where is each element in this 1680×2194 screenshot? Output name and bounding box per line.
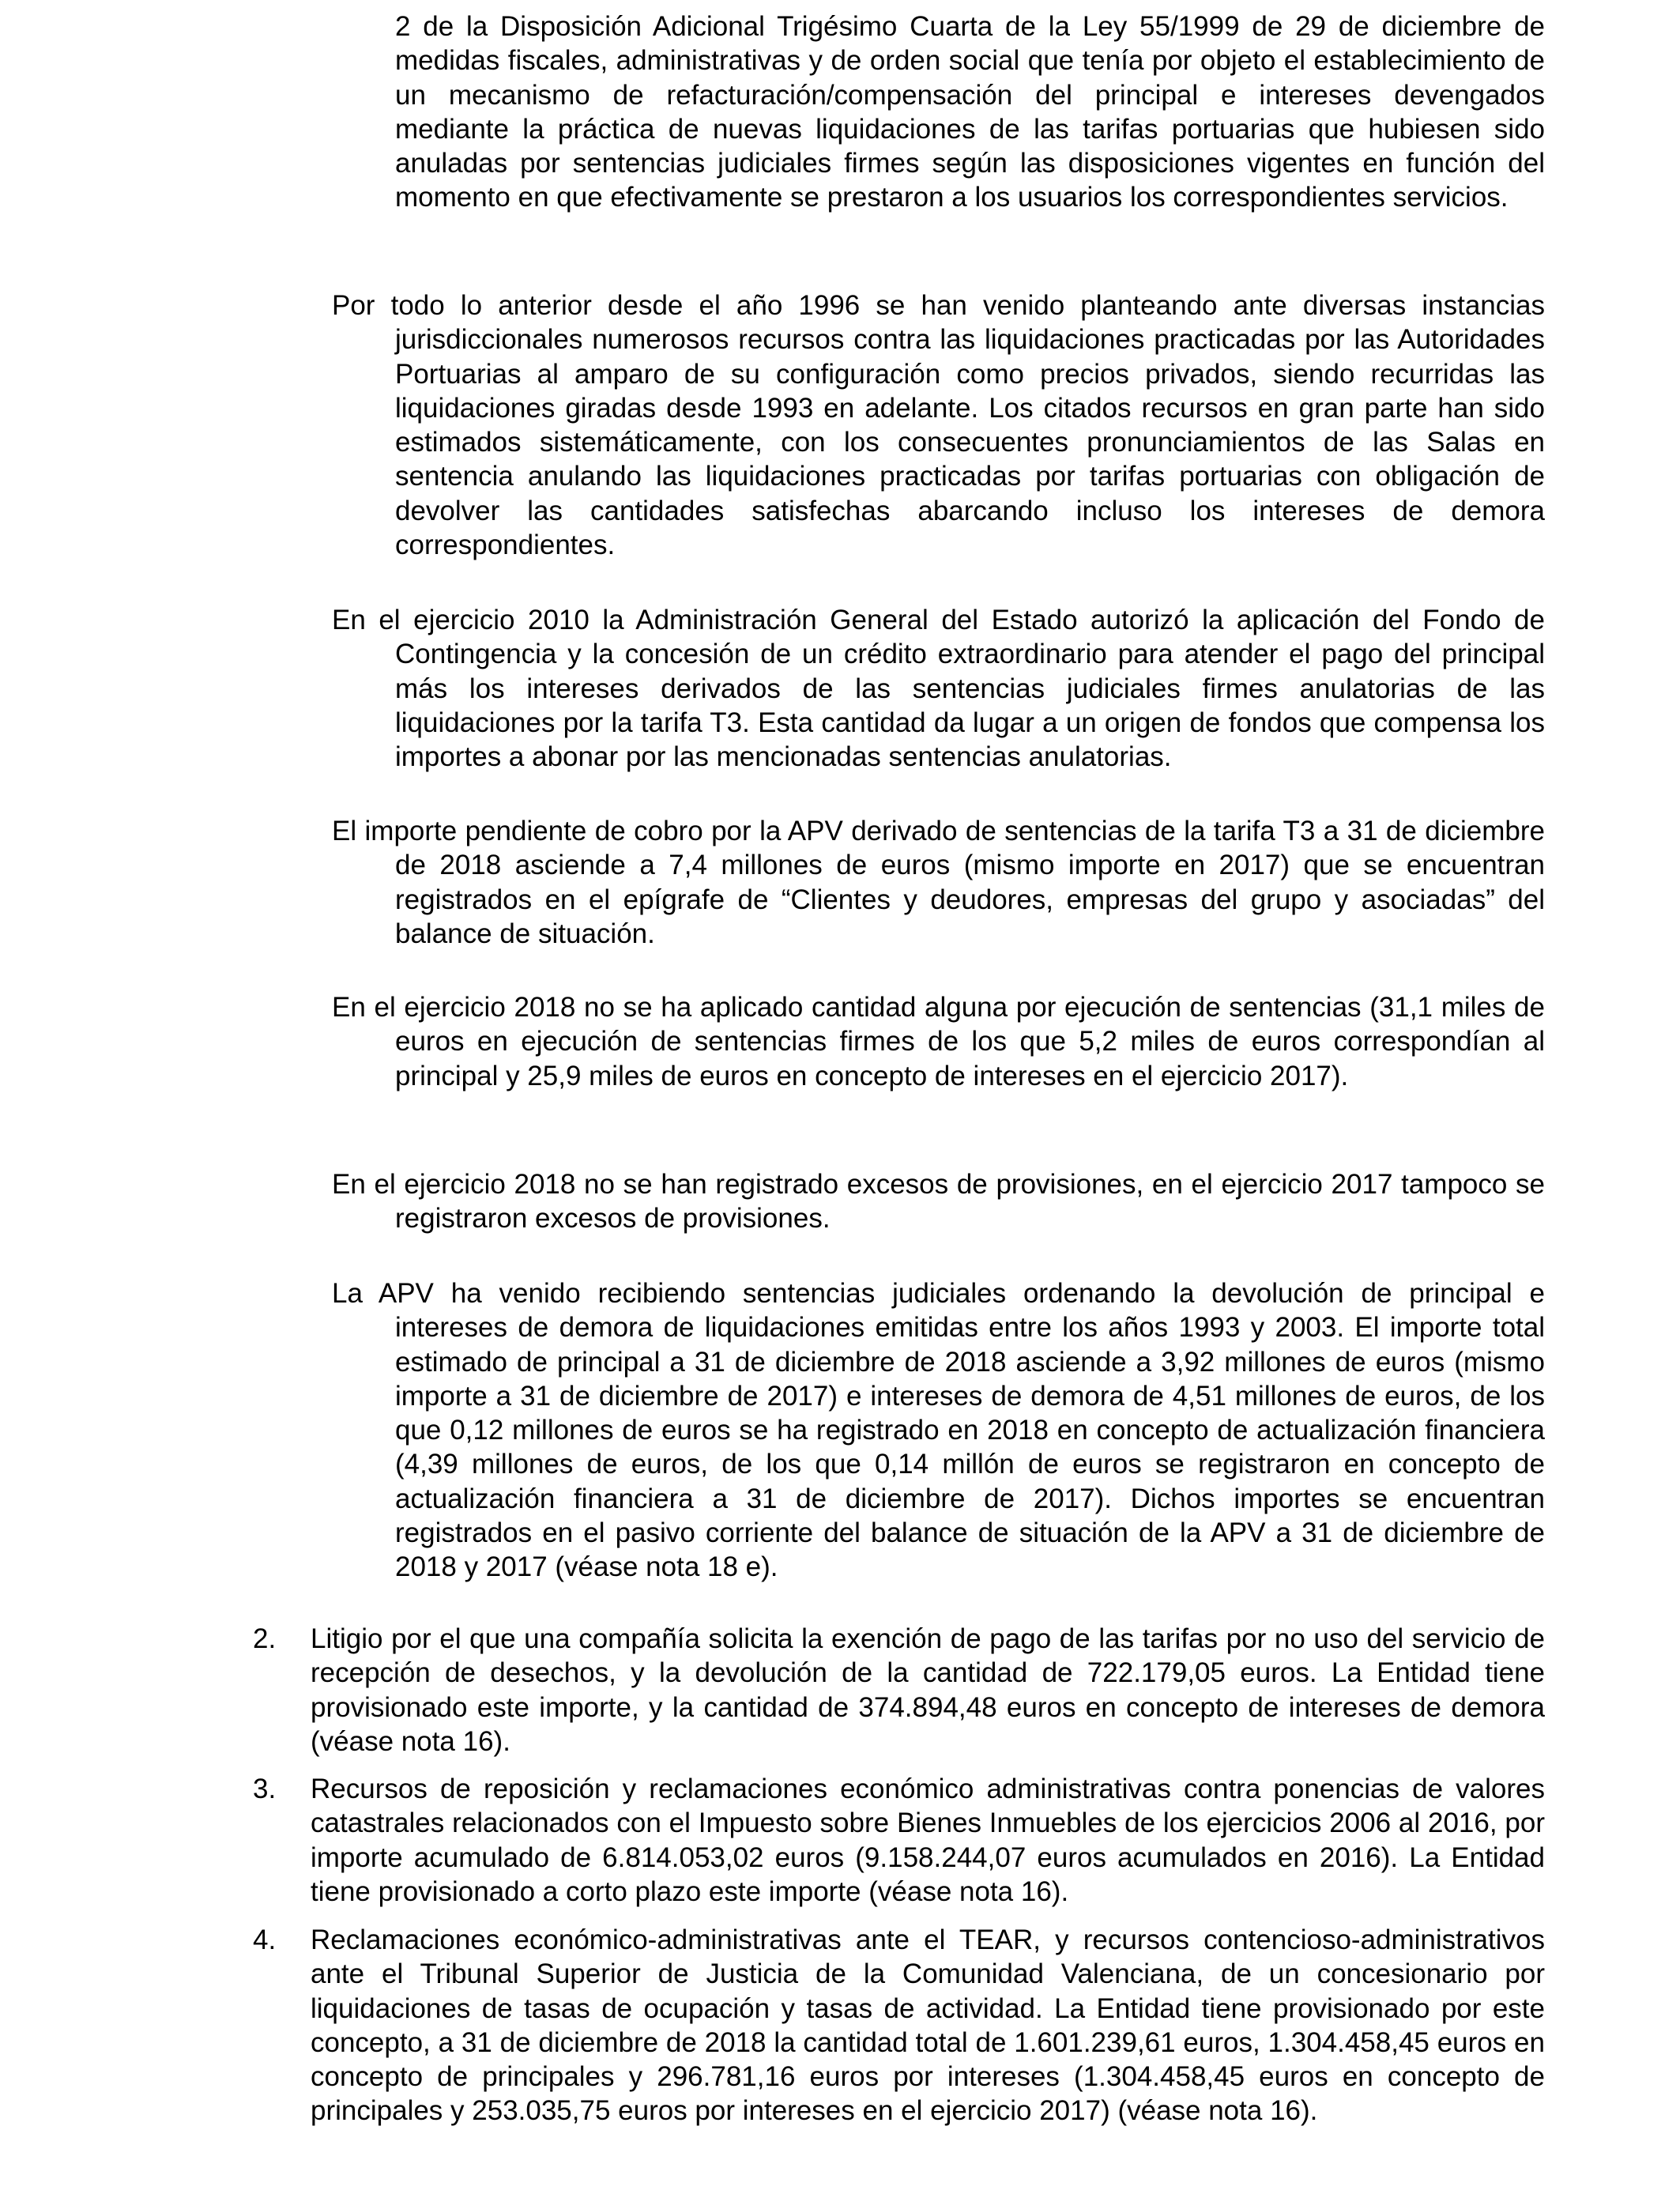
list-item-text: Reclamaciones económico-administrativas ante el TEAR, y recursos contencioso-administrativos ante el Tribunal Superior de Justicia de la Comunidad Valenciana, de un concesionario por liquidaciones de tasas de ocupación y tasas de actividad. La Entidad tiene provisionado por este concepto, a 31 de diciembre de 2018 la cantidad total de 1.601.239,61 euros, 1.304.458,45 euros en concepto de principales y 296.781,16 euros por intereses (1.304.458,45 euros en concepto de principales y 253.035,75 euros por intereses en el ejercicio 2017) (véase nota 16). xyxy=(311,1924,1545,2127)
paragraph-sentencias-apv: La APV ha venido recibiendo sentencias judiciales ordenando la devolución de principal e intereses de demora de liquidaciones emitidas entre los años 1993 y 2003. El importe total estimado de principal a 31 de diciembre de 2018 asciende a 3,92 millones de euros (mismo importe a 31 de diciembre de 2017) e intereses de demora de 4,51 millones de euros, de los que 0,12 millones de euros se ha registrado en 2018 en concepto de actualización financiera (4,39 millones de euros, de los que 0,14 millón de euros se registraron en concepto de actualización financiera a 31 de diciembre de 2017). Dichos importes se encuentran registrados en el pasivo corriente del balance de situación de la APV a 31 de diciembre de 2018 y 2017 (véase nota 18 e). xyxy=(332,1278,1545,1583)
list-item-text: Litigio por el que una compañía solicita la exención de pago de las tarifas por no uso del servicio de recepción de desechos, y la devolución de la cantidad de 722.179,05 euros. La Entidad tiene provisionado este importe, y la cantidad de 374.894,48 euros en concepto de intereses de demora (véase nota 16). xyxy=(311,1623,1545,1757)
paragraph-importe-pendiente: El importe pendiente de cobro por la APV derivado de sentencias de la tarifa T3 a 31 de diciembre de 2018 asciende a 7,4 millones de euros (mismo importe en 2017) que se encuentran registrados en el epígrafe de “Clientes y deudores, empresas del grupo y asociadas” del balance de situación. xyxy=(332,816,1545,949)
list-item xyxy=(253,1923,1545,2128)
paragraph-excesos-provisiones: En el ejercicio 2018 no se han registrado excesos de provisiones, en el ejercicio 2017 tampoco se registraron excesos de provisiones. xyxy=(332,1169,1545,1235)
list-item-text: Recursos de reposición y reclamaciones económico administrativas contra ponencias de valores catastrales relacionados con el Impuesto sobre Bienes Inmuebles de los ejercicios 2006 al 2016, por importe acumulado de 6.814.053,02 euros (9.158.244,07 euros acumulados en 2016). La Entidad tiene provisionado a corto plazo este importe (véase nota 16). xyxy=(311,1774,1545,1907)
list-item-number: 3. xyxy=(253,1774,277,1804)
list-item-number: 2. xyxy=(253,1623,277,1654)
list-item xyxy=(253,1772,1545,1909)
paragraph-fondo-contingencia: En el ejercicio 2010 la Administración General del Estado autorizó la aplicación del Fondo de Contingencia y la concesión de un crédito extraordinario para atender el pago del principal más los intereses derivados de las sentencias judiciales firmes anulatorias de las liquidaciones por la tarifa T3. Esta cantidad da lugar a un origen de fondos que compensa los importes a abonar por las mencionadas sentencias anulatorias. xyxy=(332,605,1545,773)
list-item xyxy=(253,1622,1545,1759)
paragraph-recursos-1996: Por todo lo anterior desde el año 1996 se han venido planteando ante diversas instancias jurisdiccionales numerosos recursos contra las liquidaciones practicadas por las Autoridades Portuarias al amparo de su configuración como precios privados, siendo recurridas las liquidaciones giradas desde 1993 en adelante. Los citados recursos en gran parte han sido estimados sistemáticamente, con los consecuentes pronunciamientos de las Salas en sentencia anulando las liquidaciones practicadas por tarifas portuarias con obligación de devolver las cantidades satisfechas abarcando incluso los intereses de demora correspondientes. xyxy=(332,290,1545,561)
paragraph-ejecucion-sentencias: En el ejercicio 2018 no se ha aplicado cantidad alguna por ejecución de sentencias (31,1 miles de euros en ejecución de sentencias firmes de los que 5,2 miles de euros correspondían al principal y 25,9 miles de euros en concepto de intereses en el ejercicio 2017). xyxy=(332,992,1545,1091)
list-item-number: 4. xyxy=(253,1924,277,1955)
continuation-paragraph: 2 de la Disposición Adicional Trigésimo Cuarta de la Ley 55/1999 de 29 de diciembre de medidas fiscales, administrativas y de orden social que tenía por objeto el establecimiento de un mecanismo de refacturación/compensación del principal e intereses devengados mediante la práctica de nuevas liquidaciones de las tarifas portuarias que hubiesen sido anuladas por sentencias judiciales firmes según las disposiciones vigentes en función del momento en que efectivamente se prestaron a los usuarios los correspondientes servicios. xyxy=(395,11,1545,213)
